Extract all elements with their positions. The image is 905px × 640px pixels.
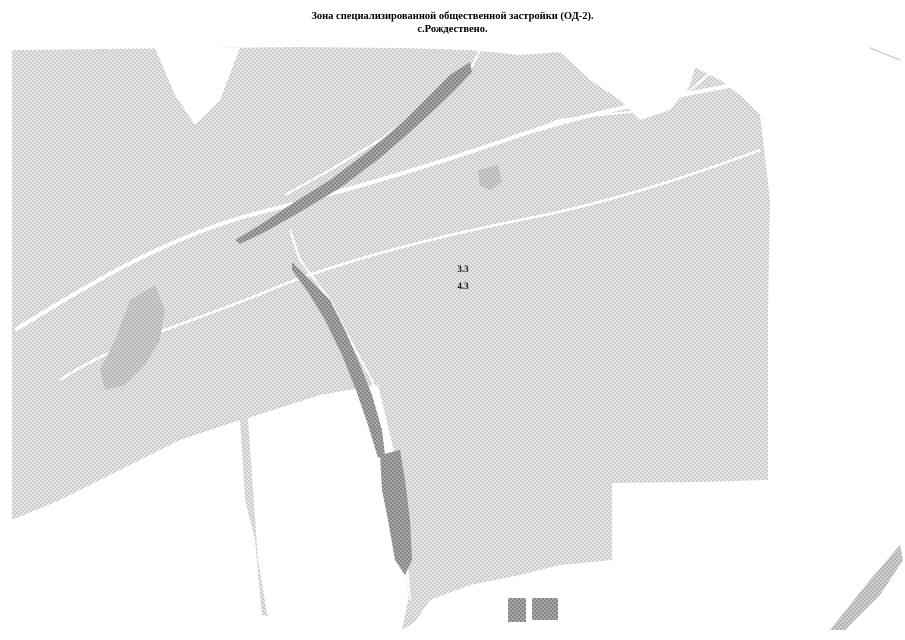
building-block-1 bbox=[508, 598, 526, 622]
map-title-line2: с.Рождествено. bbox=[417, 24, 488, 35]
adjacent-zone-right-edge bbox=[870, 48, 900, 60]
adjacent-zone-right bbox=[830, 545, 903, 630]
map-title bbox=[0, 10, 905, 36]
zone-label-top: 3.3 bbox=[457, 264, 469, 274]
excluded-area-lower-left bbox=[248, 385, 408, 630]
building-block-2 bbox=[532, 598, 558, 620]
map-title-line1: Зона специализированной общественной застройки (ОД-2). bbox=[311, 11, 594, 22]
zone-label-bottom: 4.3 bbox=[457, 281, 469, 291]
